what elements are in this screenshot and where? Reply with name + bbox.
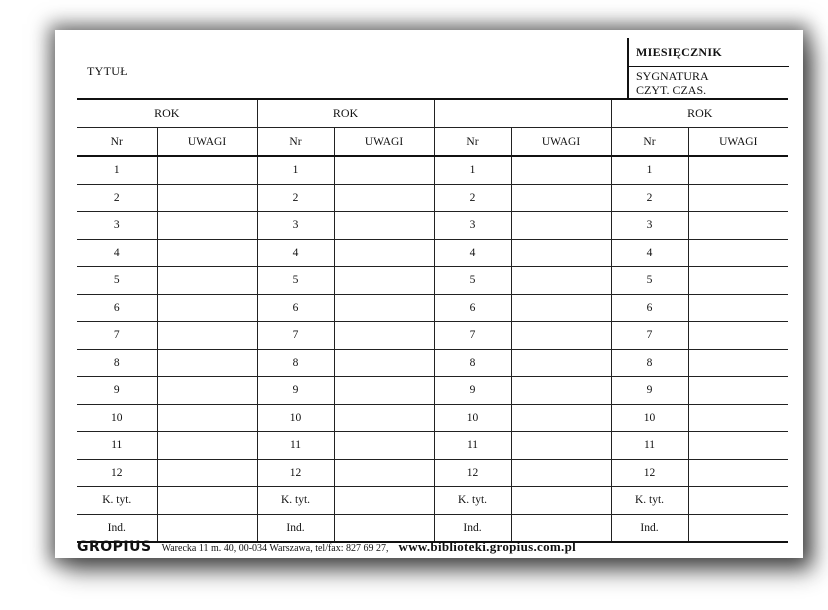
issue-number-cell: 9 — [611, 377, 688, 405]
notes-cell — [511, 156, 611, 184]
issue-number-cell: 1 — [77, 156, 157, 184]
nr-column-header: Nr — [257, 128, 334, 157]
nr-column-header: Nr — [611, 128, 688, 157]
issue-number-cell: Ind. — [77, 514, 157, 542]
notes-cell — [511, 184, 611, 212]
notes-cell — [157, 212, 257, 240]
notes-cell — [334, 184, 434, 212]
notes-cell — [334, 212, 434, 240]
issue-number-cell: 10 — [611, 404, 688, 432]
notes-cell — [334, 156, 434, 184]
notes-cell — [688, 212, 788, 240]
issue-number-cell: 4 — [257, 239, 334, 267]
notes-cell — [334, 459, 434, 487]
notes-column-header: UWAGI — [157, 128, 257, 157]
periodical-register-card — [55, 30, 803, 558]
notes-cell — [334, 322, 434, 350]
table-row — [77, 156, 788, 184]
issue-number-cell: 4 — [434, 239, 511, 267]
notes-cell — [157, 267, 257, 295]
year-header-row — [77, 99, 788, 128]
table-row — [77, 239, 788, 267]
notes-cell — [334, 377, 434, 405]
issue-number-cell: 7 — [434, 322, 511, 350]
issue-number-cell: 2 — [434, 184, 511, 212]
table-row — [77, 184, 788, 212]
issue-number-cell: 1 — [257, 156, 334, 184]
table-row — [77, 212, 788, 240]
notes-column-header: UWAGI — [688, 128, 788, 157]
column-header-row — [77, 128, 788, 157]
table-row — [77, 487, 788, 515]
issue-number-cell: K. tyt. — [257, 487, 334, 515]
issue-number-cell: 7 — [611, 322, 688, 350]
notes-cell — [688, 322, 788, 350]
notes-cell — [688, 294, 788, 322]
notes-cell — [688, 459, 788, 487]
notes-cell — [688, 239, 788, 267]
notes-cell — [334, 404, 434, 432]
notes-cell — [334, 267, 434, 295]
table-row — [77, 404, 788, 432]
issue-number-cell: 4 — [611, 239, 688, 267]
nr-column-header: Nr — [434, 128, 511, 157]
issue-number-cell: 5 — [611, 267, 688, 295]
year-header-cell: ROK — [77, 99, 257, 128]
issue-number-cell: 2 — [611, 184, 688, 212]
title-label: TYTUŁ — [87, 64, 128, 78]
table-row — [77, 377, 788, 405]
notes-cell — [511, 432, 611, 460]
issue-number-cell: 4 — [77, 239, 157, 267]
reading-room-label: CZYT. CZAS. — [636, 83, 707, 97]
table-row — [77, 349, 788, 377]
table-row — [77, 322, 788, 350]
notes-cell — [334, 487, 434, 515]
notes-cell — [511, 459, 611, 487]
notes-cell — [688, 432, 788, 460]
issue-number-cell: 12 — [77, 459, 157, 487]
notes-cell — [157, 404, 257, 432]
notes-cell — [334, 432, 434, 460]
issue-number-cell: 1 — [611, 156, 688, 184]
issue-number-cell: 1 — [434, 156, 511, 184]
brand-logo: GROPIUS — [77, 539, 152, 555]
notes-cell — [334, 239, 434, 267]
notes-cell — [511, 404, 611, 432]
notes-cell — [688, 404, 788, 432]
table-row — [77, 267, 788, 295]
notes-cell — [511, 487, 611, 515]
issue-number-cell: Ind. — [611, 514, 688, 542]
issue-number-cell: 7 — [77, 322, 157, 350]
notes-cell — [688, 184, 788, 212]
notes-column-header: UWAGI — [334, 128, 434, 157]
issue-number-cell: 9 — [434, 377, 511, 405]
issues-table — [77, 98, 788, 543]
publisher-address: Warecka 11 m. 40, 00-034 Warszawa, tel/fax: 827 69 27, — [161, 543, 389, 554]
signature-label: SYGNATURA — [636, 69, 709, 83]
notes-cell — [511, 322, 611, 350]
issue-number-cell: 6 — [434, 294, 511, 322]
issue-number-cell: 8 — [611, 349, 688, 377]
issue-number-cell: Ind. — [434, 514, 511, 542]
meta-divider — [629, 66, 789, 67]
issue-number-cell: 3 — [257, 212, 334, 240]
issue-number-cell: 10 — [77, 404, 157, 432]
nr-column-header: Nr — [77, 128, 157, 157]
table-row — [77, 294, 788, 322]
issue-number-cell: 9 — [77, 377, 157, 405]
notes-cell — [511, 377, 611, 405]
issue-number-cell: 2 — [257, 184, 334, 212]
notes-cell — [688, 377, 788, 405]
issue-number-cell: 8 — [77, 349, 157, 377]
notes-cell — [334, 349, 434, 377]
notes-cell — [511, 267, 611, 295]
meta-box — [627, 38, 789, 100]
table-row — [77, 459, 788, 487]
issue-number-cell: K. tyt. — [434, 487, 511, 515]
notes-cell — [157, 432, 257, 460]
year-header-cell: ROK — [611, 99, 788, 128]
publisher-website: www.biblioteki.gropius.com.pl — [398, 539, 577, 554]
notes-cell — [157, 377, 257, 405]
year-header-cell: ROK — [257, 99, 434, 128]
notes-cell — [157, 459, 257, 487]
issue-number-cell: 10 — [257, 404, 334, 432]
issue-number-cell: 7 — [257, 322, 334, 350]
issue-number-cell: 3 — [611, 212, 688, 240]
notes-cell — [511, 349, 611, 377]
notes-cell — [157, 239, 257, 267]
issue-number-cell: 6 — [77, 294, 157, 322]
notes-cell — [157, 184, 257, 212]
issue-number-cell: K. tyt. — [611, 487, 688, 515]
issue-number-cell: 6 — [611, 294, 688, 322]
issue-number-cell: 12 — [257, 459, 334, 487]
notes-cell — [511, 212, 611, 240]
notes-cell — [688, 349, 788, 377]
notes-cell — [157, 487, 257, 515]
notes-cell — [511, 294, 611, 322]
issue-number-cell: 5 — [434, 267, 511, 295]
issue-number-cell: 8 — [257, 349, 334, 377]
notes-cell — [688, 156, 788, 184]
notes-cell — [157, 156, 257, 184]
notes-cell — [511, 239, 611, 267]
issue-number-cell: 12 — [434, 459, 511, 487]
issue-number-cell: 3 — [77, 212, 157, 240]
issue-number-cell: 5 — [257, 267, 334, 295]
issue-number-cell: 11 — [434, 432, 511, 460]
periodical-type: MIESIĘCZNIK — [636, 45, 722, 59]
issue-number-cell: Ind. — [257, 514, 334, 542]
issue-number-cell: 8 — [434, 349, 511, 377]
issue-number-cell: 11 — [611, 432, 688, 460]
issue-number-cell: 10 — [434, 404, 511, 432]
notes-cell — [157, 349, 257, 377]
issue-number-cell: 11 — [257, 432, 334, 460]
notes-cell — [688, 487, 788, 515]
issue-number-cell: 11 — [77, 432, 157, 460]
table-row — [77, 432, 788, 460]
notes-column-header: UWAGI — [511, 128, 611, 157]
notes-cell — [157, 322, 257, 350]
issue-number-cell: 3 — [434, 212, 511, 240]
notes-cell — [157, 294, 257, 322]
issue-number-cell: 12 — [611, 459, 688, 487]
notes-cell — [688, 267, 788, 295]
year-header-cell — [434, 99, 611, 128]
notes-cell — [334, 294, 434, 322]
issue-number-cell: 9 — [257, 377, 334, 405]
footer — [77, 538, 788, 556]
issue-number-cell: 5 — [77, 267, 157, 295]
issue-number-cell: 2 — [77, 184, 157, 212]
issue-number-cell: 6 — [257, 294, 334, 322]
issue-number-cell: K. tyt. — [77, 487, 157, 515]
